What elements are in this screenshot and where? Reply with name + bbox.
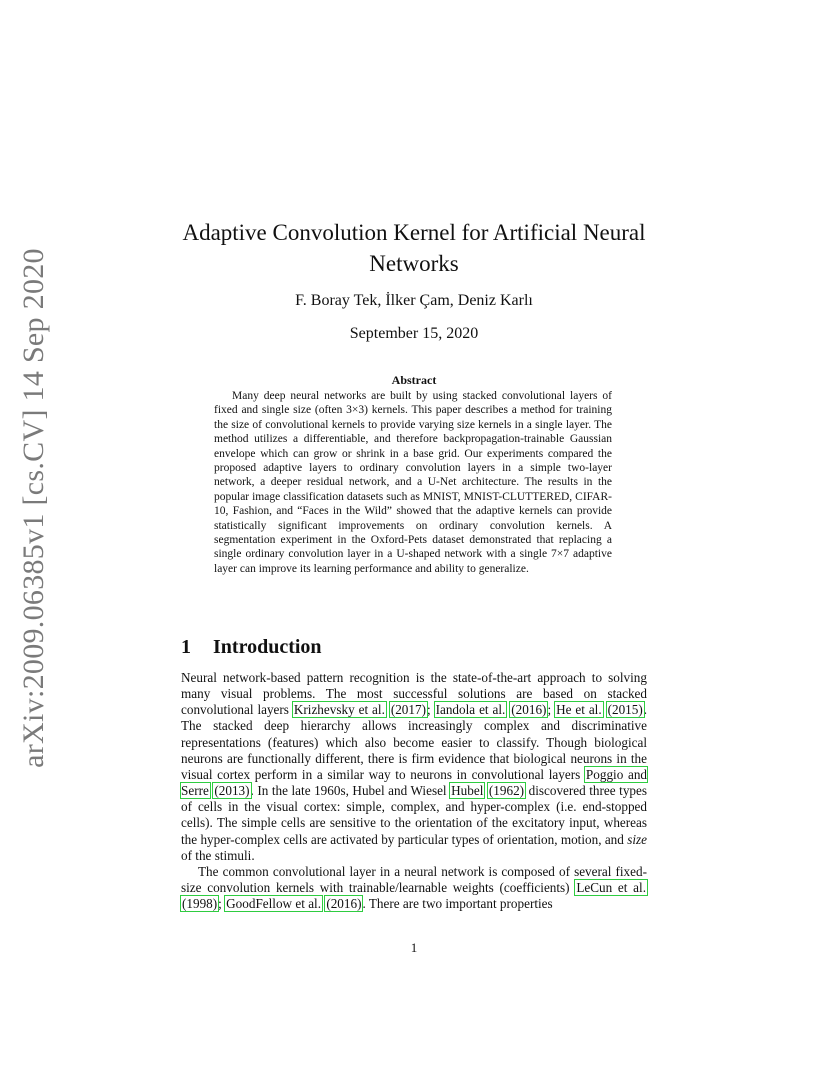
section-number: 1 [181, 636, 191, 658]
emphasis-text: size [627, 831, 647, 847]
abstract-heading: Abstract [391, 373, 437, 387]
page-number: 1 [410, 940, 418, 955]
text-run: ; [547, 702, 556, 718]
text-run: . The stacked deep hierarchy allows increasingly complex and discriminative representations (features) which also become easier to classify. Though biological neurons are functionally different, there is firm evidence that biological neurons in the visual cortex perform in a similar way to neurons in convolutional layers [181, 702, 648, 782]
intro-paragraph-1 [181, 670, 647, 864]
intro-paragraph-2 [181, 864, 647, 912]
citation-link[interactable]: GoodFellow et al. [226, 896, 322, 912]
paper-date: September 15, 2020 [349, 325, 479, 342]
abstract-text: Many deep neural networks are built by using stacked convolutional layers of fixed and single size (often 3×3) kernels. This paper describes a method for training the size of convolutional kernels to provide varying size kernels in a single layer. The method utilizes a differentiable, and therefore backpropagation-trainable Gaussian envelope which can grow or shrink in a base grid. Our experiments compared the proposed adaptive layers to ordinary convolution layers in a simple two-layer network, a deeper residual network, and a U-Net architecture. The results in the popular image classification datasets such as MNIST, MNIST-CLUTTERED, CIFAR-10, Fashion, and “Faces in the Wild” showed that the adaptive kernels can provide statistically significant improvements on ordinary convolution kernels. A segmentation experiment in the Oxford-Pets dataset demonstrated that replacing a single ordinary convolution layer in a U-shaped network with a single 7×7 adaptive layer can improve its learning performance and ability to generalize. [214, 390, 612, 575]
text-run: ; [426, 702, 435, 718]
citation-link[interactable]: (2016) [511, 702, 547, 718]
section-heading [181, 636, 322, 659]
citation-link[interactable]: (1962) [488, 783, 525, 799]
text-run: The common convolutional layer in a neural network is composed of several fixed-size convolution kernels with trainable/learnable weights (coefficients) [181, 863, 647, 896]
text-run: ; [218, 896, 226, 912]
text-run: . There are two important properties [362, 896, 553, 912]
section-body [181, 670, 647, 912]
text-run: of the stimuli. [181, 847, 255, 863]
citation-link[interactable]: Iandola et al. [435, 702, 506, 718]
citation-link[interactable]: (2016) [326, 896, 362, 912]
paper-title: Adaptive Convolution Kernel for Artificial Neural Networks [182, 220, 646, 276]
citation-link[interactable]: LeCun et al. [576, 880, 646, 896]
text-run: . In the late 1960s, Hubel and Wiesel [250, 783, 451, 799]
section-title: Introduction [213, 636, 322, 658]
citation-link[interactable]: (2013) [214, 783, 250, 799]
citation-link[interactable]: (2017) [390, 702, 426, 718]
citation-link[interactable]: Hubel [451, 783, 484, 799]
citation-link[interactable]: Poggio and Serre [181, 766, 648, 799]
citation-link[interactable]: (2015) [607, 702, 643, 718]
citation-link[interactable]: Krizhevsky et al. [293, 702, 385, 718]
text-run: Neural network-based pattern recognition is the state-of-the-art approach to solving many visual problems. The most successful solutions are based on stacked convolutional layers [181, 670, 647, 718]
paper-authors: F. Boray Tek, İlker Çam, Deniz Karlı [295, 292, 533, 309]
citation-link[interactable]: (1998) [182, 896, 218, 912]
text-run [603, 702, 607, 717]
citation-link[interactable]: He et al. [556, 702, 602, 718]
arxiv-identifier-text: arXiv:2009.06385v1 [cs.CV] 14 Sep 2020 [17, 248, 50, 768]
arxiv-identifier [12, 248, 56, 768]
text-run: discovered three types of cells in the visual cortex: simple, complex, and hyper-complex (i.e. end-stopped cells). The simple cells are sensitive to the orientation of the excitatory input, whereas the hyper-complex cells are activated by particular types of orientation, motion, and [181, 783, 647, 847]
